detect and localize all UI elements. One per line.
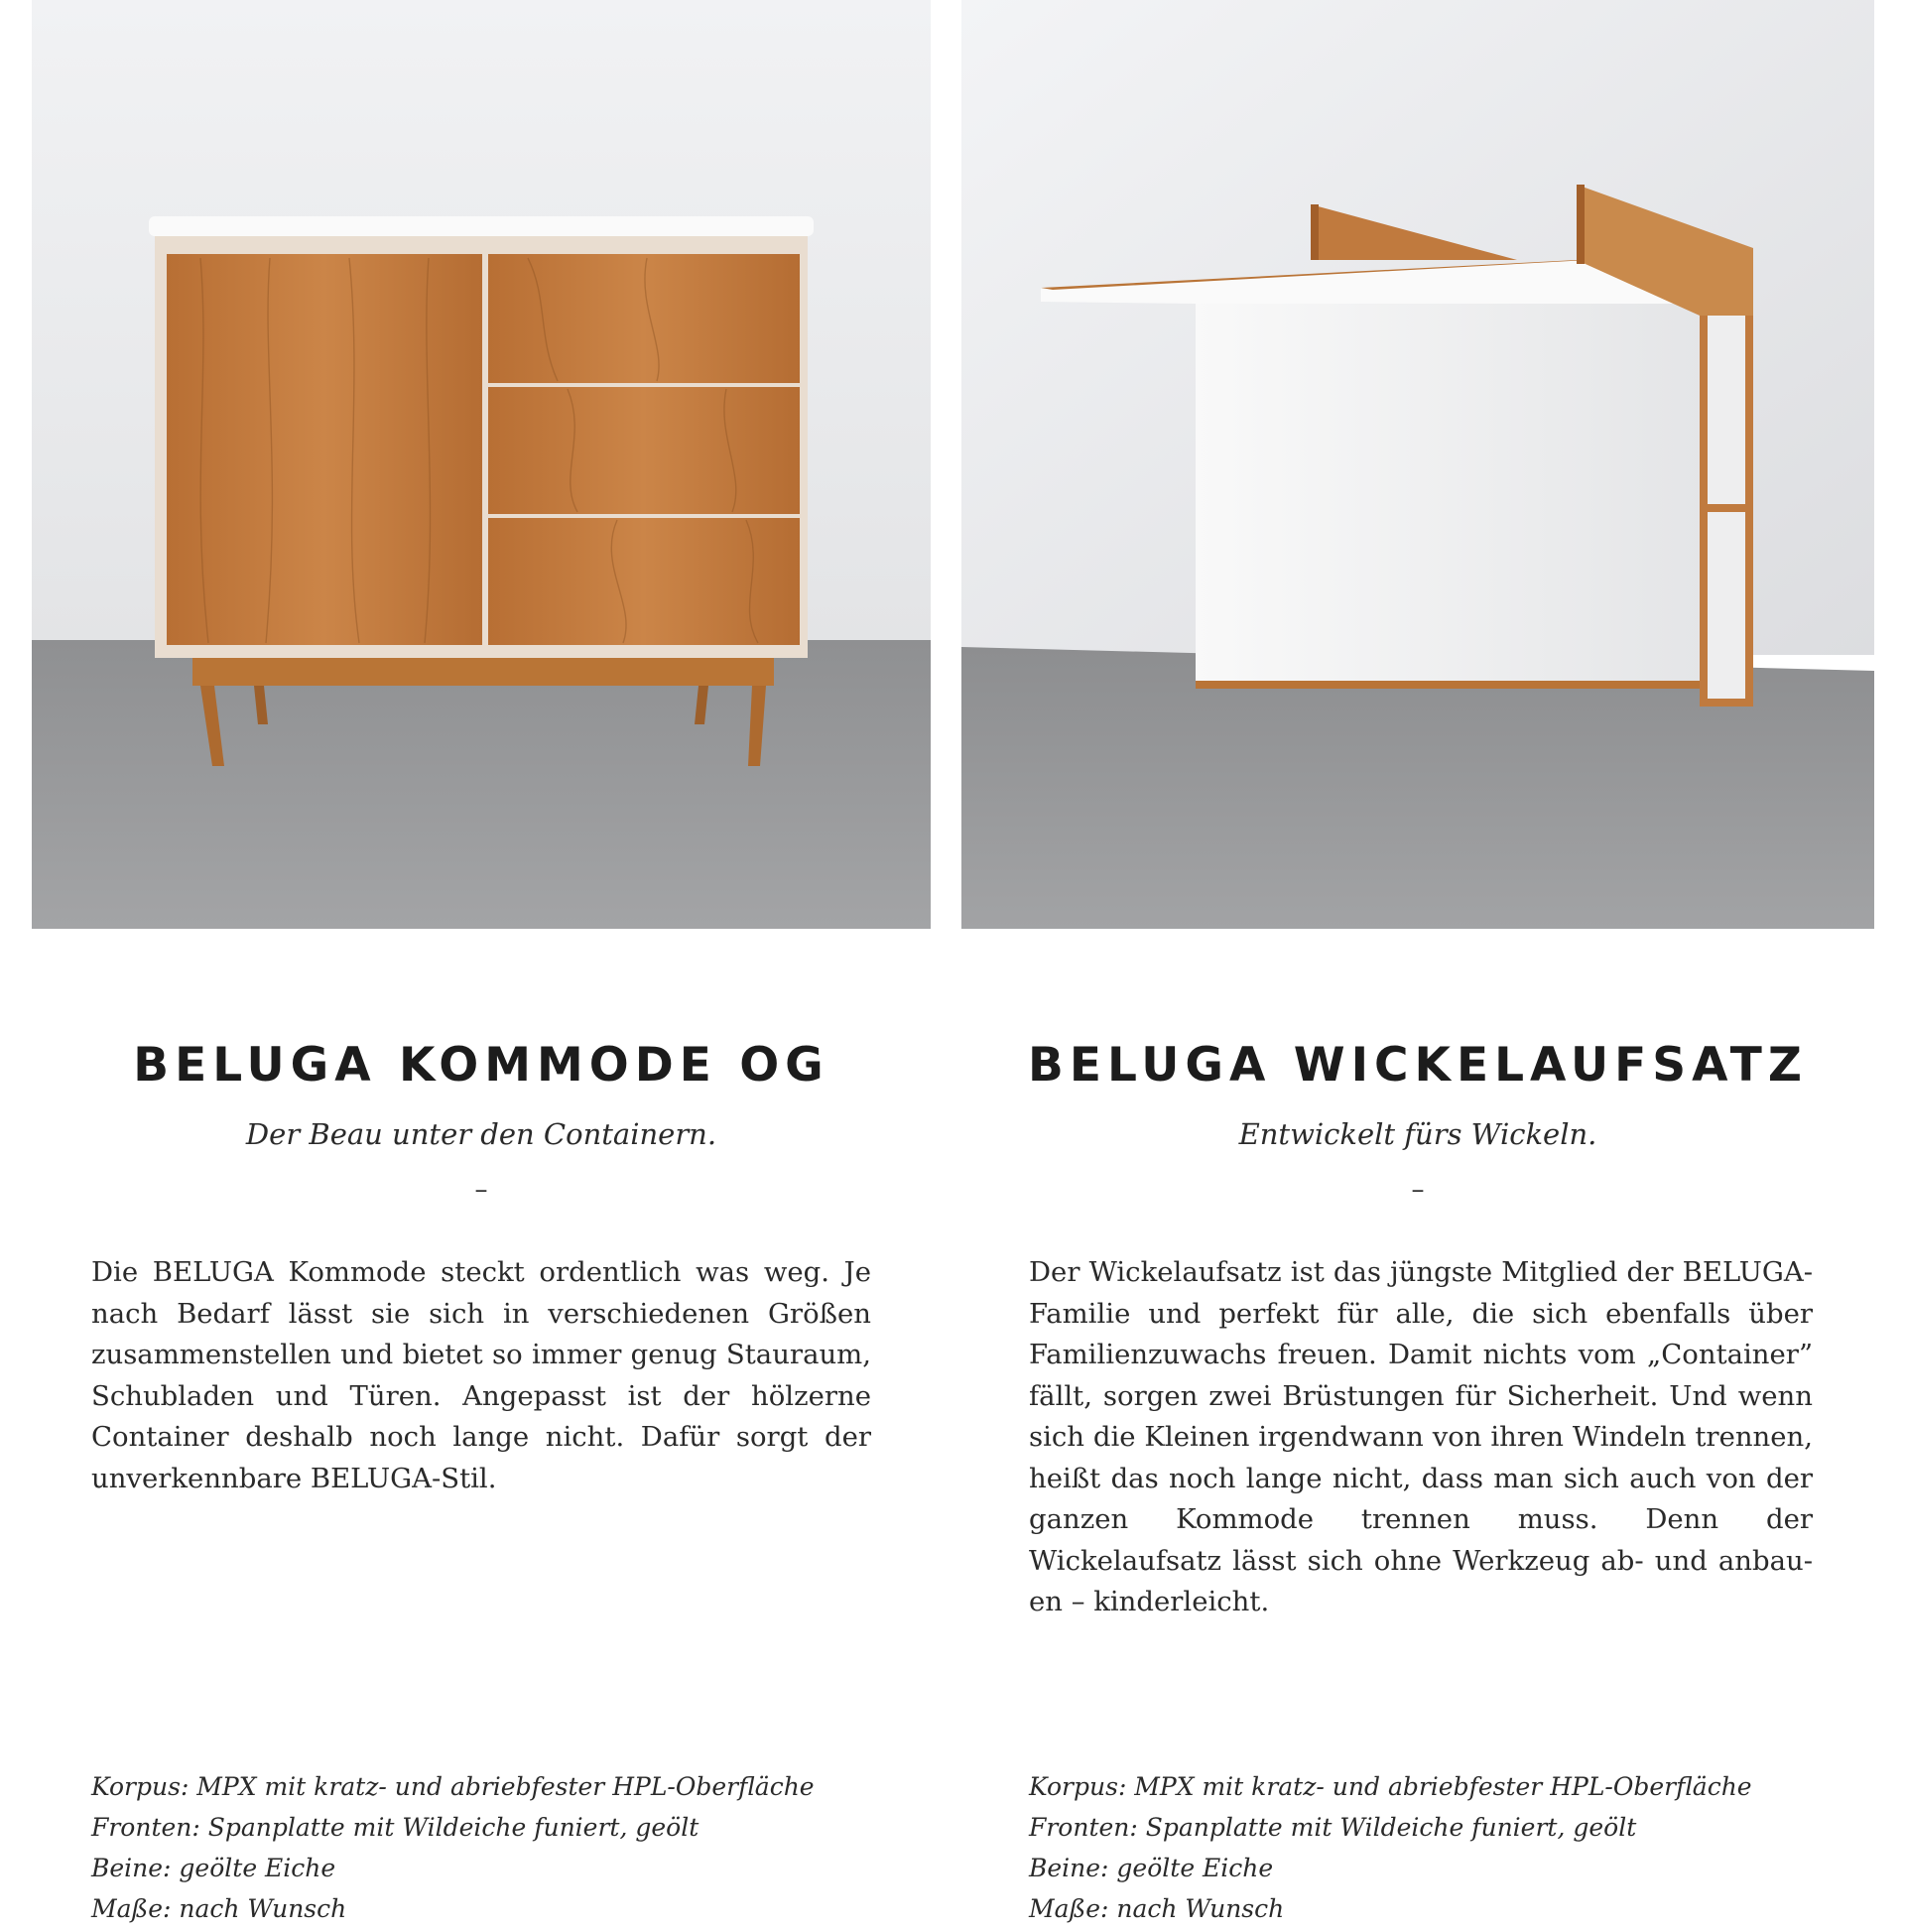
product-title: BELUGA WICKELAUFSATZ bbox=[1028, 1038, 1808, 1093]
product-tagline: Entwickelt fürs Wickeln. bbox=[1238, 1117, 1597, 1151]
product-description: Die BELUGA Kommode steckt ordentlich was weg. Je nach Bedarf lässt sie sich in verschiedenen Größen zusammenstellen und bietet so immer genug Stauraum, Schubladen und Türen. Angepasst ist der hölzerne Container deshalb noch lange nicht. Dafür sorgt der unverkennbare BELUGA-Stil. bbox=[91, 1256, 871, 1494]
divider-dash: – bbox=[474, 1175, 488, 1205]
product-description: Der Wickelaufsatz ist das jüngste Mitglied der BELUGA-Familie und perfekt für alle, die sich ebenfalls über Familienzuwachs freuen. Damit nichts vom „Container” fällt, sorgen zwei Brüstungen für Sicherheit. Und wenn sich die Kleinen irgendwann von ihren Windeln trennen, heißt das noch lange nicht, dass man sich auch von der ganzen Kommode trennen muss. Denn der Wickelaufsatz lässt sich ohne Werkzeug ab- und anbau-en – kinderleicht. bbox=[1029, 1256, 1813, 1617]
spec-list bbox=[91, 1766, 815, 1929]
wickelaufsatz-photo bbox=[961, 0, 1874, 929]
wickelaufsatz-illustration bbox=[961, 0, 1874, 929]
spec-masse: Maße: nach Wunsch bbox=[91, 1894, 347, 1923]
spec-list bbox=[1029, 1766, 1752, 1929]
spec-korpus: Korpus: MPX mit kratz- und abriebfester HPL-Oberfläche bbox=[91, 1772, 815, 1801]
spec-beine: Beine: geölte Eiche bbox=[91, 1854, 336, 1882]
spec-fronten: Fronten: Spanplatte mit Wildeiche funiert, geölt bbox=[1029, 1813, 1637, 1842]
spec-beine: Beine: geölte Eiche bbox=[1029, 1854, 1274, 1882]
product-title: BELUGA KOMMODE OG bbox=[133, 1038, 829, 1093]
spec-masse: Maße: nach Wunsch bbox=[1029, 1894, 1285, 1923]
spec-korpus: Korpus: MPX mit kratz- und abriebfester HPL-Oberfläche bbox=[1029, 1772, 1752, 1801]
product-tagline: Der Beau unter den Containern. bbox=[245, 1117, 717, 1151]
kommode-photo bbox=[32, 0, 931, 929]
spec-fronten: Fronten: Spanplatte mit Wildeiche funiert, geölt bbox=[91, 1813, 699, 1842]
kommode-illustration bbox=[32, 0, 931, 929]
divider-dash: – bbox=[1411, 1175, 1425, 1205]
